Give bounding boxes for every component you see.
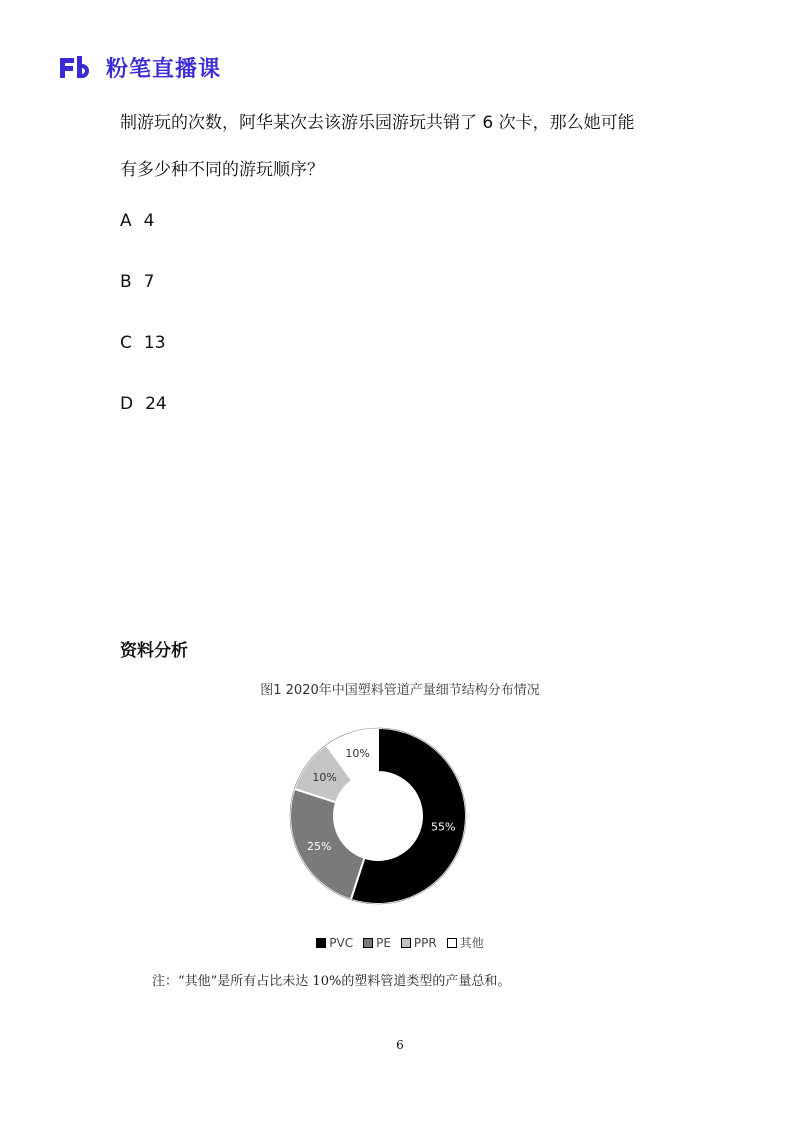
slice-label-4: 10% xyxy=(345,747,370,761)
legend-item-other xyxy=(447,934,484,951)
option-letter: A xyxy=(120,211,132,231)
option-value: 13 xyxy=(143,333,166,353)
option-letter: C xyxy=(120,333,132,353)
option-value: 4 xyxy=(143,211,155,231)
legend-item-pe xyxy=(363,934,391,951)
legend-item-pvc xyxy=(316,934,353,951)
slice-label-2: 25% xyxy=(306,839,332,853)
legend-item-ppr xyxy=(401,934,437,951)
legend-label-pe: PE xyxy=(376,935,391,950)
chart-note: 注：“其他”是所有占比未达 10%的塑料管道类型的产量总和。 xyxy=(152,974,511,989)
legend-label-other: 其他 xyxy=(459,936,484,950)
legend-label-pvc: PVC xyxy=(329,935,354,950)
legend-swatch-other xyxy=(447,938,457,948)
legend-swatch-pvc xyxy=(316,938,326,948)
slice-label-3: 10% xyxy=(312,771,337,785)
chart-title: 图1 2020年中国塑料管道产量细节结构分布情况 xyxy=(260,683,540,698)
legend-swatch-ppr xyxy=(401,938,411,948)
legend-label-ppr: PPR xyxy=(413,935,437,950)
option-value: 24 xyxy=(145,394,167,414)
page-number: 6 xyxy=(396,1038,404,1052)
logo-text: 粉笔直播课 xyxy=(106,56,222,82)
option-letter: B xyxy=(120,272,132,292)
option-value: 7 xyxy=(143,272,155,292)
slice-label-1: 55% xyxy=(430,820,456,834)
section-title: 资料分析 xyxy=(120,641,188,661)
question-line-2: 有多少种不同的游玩顺序？ xyxy=(120,160,324,180)
chart-legend xyxy=(0,934,800,951)
option-letter: D xyxy=(120,394,134,414)
legend-swatch-pe xyxy=(363,938,373,948)
question-line-1: 制游玩的次数，阿华某次去该游乐园游玩共销了 6 次卡，那么她可能 xyxy=(120,113,635,133)
